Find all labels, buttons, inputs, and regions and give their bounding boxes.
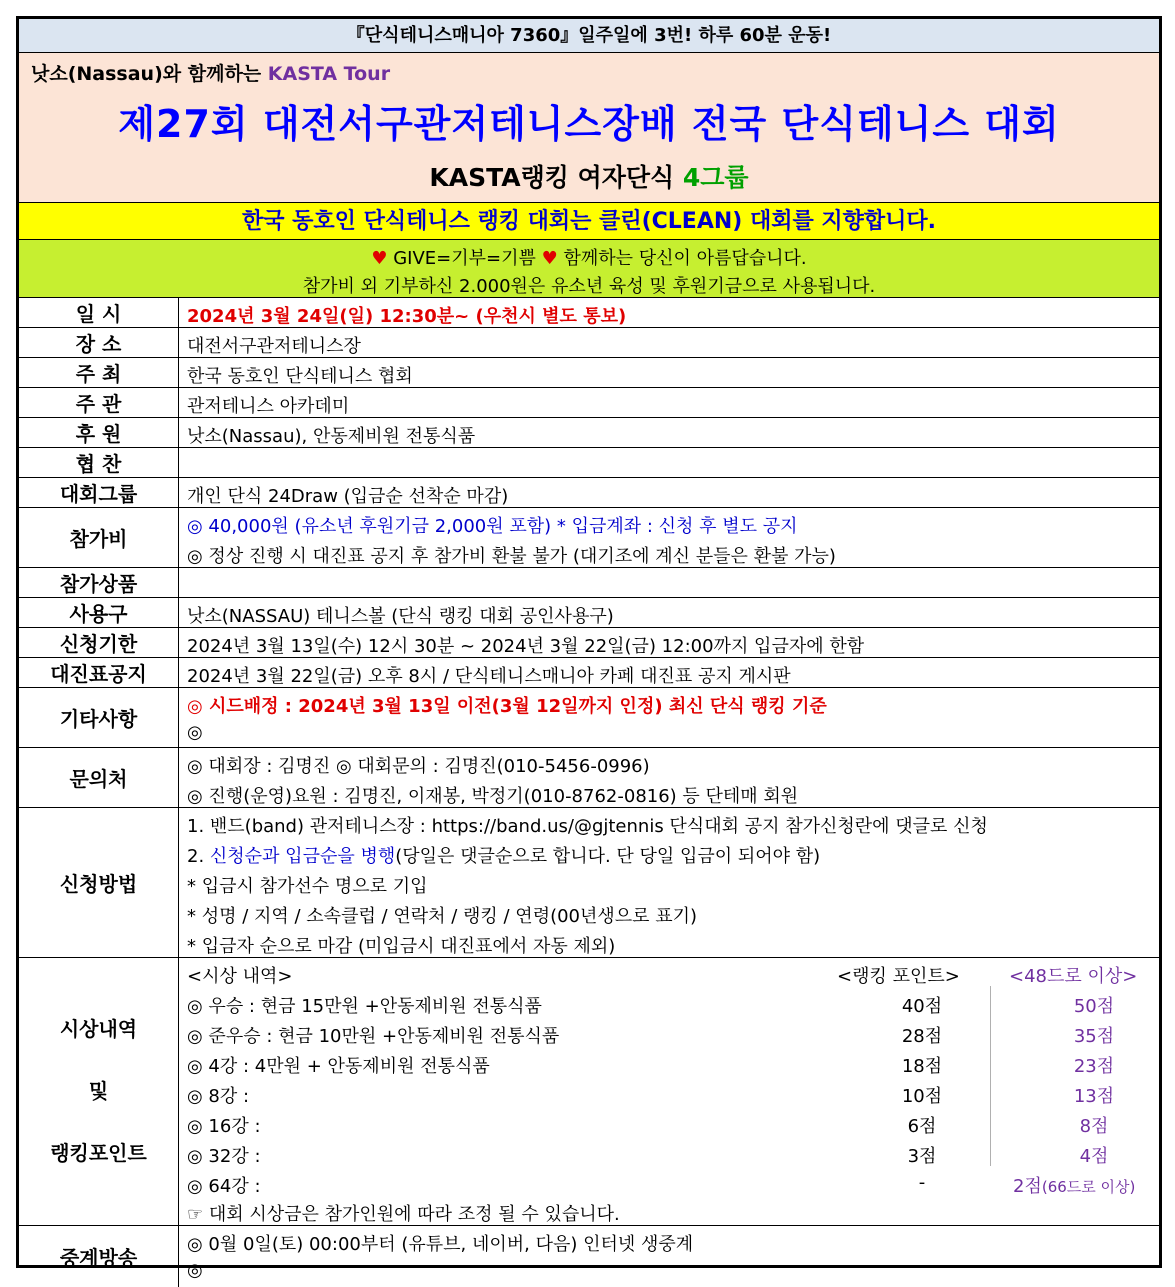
prize-row: ◎ 8강 : [187, 1086, 250, 1107]
date-value: 2024년 3월 24일(일) 12:30분~ (우천시 별도 통보) [187, 306, 627, 327]
kasta-tour-label: KASTA Tour [267, 63, 391, 85]
give-slogan: 함께하는 당신이 아름답습니다. [557, 248, 807, 269]
row-label: 중계방송 [19, 1226, 179, 1287]
row-apply [19, 808, 1159, 958]
awards-label-1: 시상내역 [59, 1017, 138, 1041]
fee-line-1: ◎ 40,000원 (유소년 후원기금 2,000원 포함) * 입금계좌 : 신청 후 별도 공지 [187, 516, 798, 537]
header-subtitle [31, 59, 390, 86]
give-text: GIVE=기부=기쁨 [387, 248, 542, 269]
apply-line-4: * 성명 / 지역 / 소속클럽 / 연락처 / 랭킹 / 연령(00년생으로 표기) [187, 906, 698, 927]
header-section [19, 53, 1159, 203]
top-banner: 『단식테니스매니아 7360』일주일에 3번! 하루 60분 운동! [19, 19, 1159, 53]
apply-line-2-highlight: 신청순과 입금순을 병행 [209, 846, 396, 867]
awards-label-2: 및 [88, 1079, 109, 1103]
point48-value: 2점 [1013, 1176, 1042, 1197]
etc-line-2: ◎ [187, 722, 203, 743]
row-label: 주 관 [19, 388, 179, 417]
awards-table [187, 958, 1155, 1225]
awards-header-mid: <랭킹 포인트> [837, 966, 960, 987]
row-label: 일 시 [19, 298, 179, 327]
page-title: 제27회 대전서구관저테니스장배 전국 단식테니스 대회 [118, 102, 1060, 146]
row-deadline [19, 628, 1159, 658]
point-cell: 40점 [901, 996, 943, 1017]
point48-cell: 8점 [1079, 1116, 1109, 1137]
draw-value: 2024년 3월 22일(금) 오후 8시 / 단식테니스매니아 카페 대진표 공지 게시판 [187, 666, 791, 687]
group-text: KASTA랭킹 여자단식 [429, 163, 683, 192]
group-value: 개인 단식 24Draw (입금순 선착순 마감) [187, 486, 509, 507]
point48-cell: 35점 [1073, 1026, 1115, 1047]
row-etc [19, 688, 1159, 748]
prize-row: ◎ 4강 : 4만원 + 안동제비원 전통식품 [187, 1056, 490, 1077]
row-draw [19, 658, 1159, 688]
row-contact [19, 748, 1159, 808]
awards-divider [990, 986, 991, 1166]
etc-line-1: ◎ 시드배정 : 2024년 3월 13일 이전(3월 12일까지 인정) 최신 단식 랭킹 기준 [187, 696, 827, 717]
give-line-2: 참가비 외 기부하신 2.000원은 유소년 육성 및 후원기금으로 사용됩니다. [302, 276, 876, 297]
sponsor-value: 낫소(Nassau), 안동제비원 전통식품 [187, 426, 476, 447]
contact-line-1: ◎ 대회장 : 김명진 ◎ 대회문의 : 김명진(010-5456-0996) [187, 756, 650, 777]
row-broadcast [19, 1226, 1159, 1287]
heart-icon: ♥ [371, 248, 388, 269]
row-label: 신청방법 [19, 808, 179, 957]
host-value: 한국 동호인 단식테니스 협회 [187, 366, 413, 387]
group-title [19, 158, 1159, 194]
row-label: 참가비 [19, 508, 179, 567]
give-line-1 [19, 244, 1159, 270]
awards-header-right: <48드로 이상> [1009, 966, 1138, 987]
tournament-notice [16, 16, 1162, 1281]
point-cell: 28점 [901, 1026, 943, 1047]
row-label: 후 원 [19, 418, 179, 447]
row-awards [19, 958, 1159, 1226]
awards-label-3: 랭킹포인트 [50, 1141, 147, 1165]
heart-icon: ♥ [541, 248, 558, 269]
point48-cell: 23점 [1073, 1056, 1115, 1077]
row-ball [19, 598, 1159, 628]
point48-note: (66드로 이상) [1041, 1178, 1136, 1196]
row-label: 대회그룹 [19, 478, 179, 507]
point-cell: 18점 [901, 1056, 943, 1077]
apply-line-2-suffix: (당일은 댓글순으로 합니다. 단 당일 입금이 되어야 함) [395, 846, 821, 867]
fee-line-2: ◎ 정상 진행 시 대진표 공지 후 참가비 환불 불가 (대기조에 계신 분들은 환불 가능) [187, 546, 836, 567]
prize-row: ◎ 16강 : [187, 1116, 261, 1137]
clean-banner: 한국 동호인 단식테니스 랭킹 대회는 클린(CLEAN) 대회를 지향합니다. [19, 203, 1159, 240]
row-date [19, 298, 1159, 328]
point48-cell: 50점 [1073, 996, 1115, 1017]
subtitle-text: 낫소(Nassau)와 함께하는 [31, 63, 268, 85]
row-support [19, 448, 1159, 478]
point48-cell: 4점 [1079, 1146, 1109, 1167]
give-banner [19, 240, 1159, 298]
row-label: 신청기한 [19, 628, 179, 657]
organizer-value: 관저테니스 아카데미 [187, 396, 350, 417]
prize-row: ◎ 32강 : [187, 1146, 261, 1167]
contact-line-2: ◎ 진행(운영)요원 : 김명진, 이재봉, 박정기(010-8762-0816) 등 단테매 회원 [187, 786, 799, 807]
row-label: 장 소 [19, 328, 179, 357]
prize-row: ◎ 64강 : [187, 1176, 261, 1197]
group-number: 4그룹 [682, 163, 749, 192]
prize-row: ◎ 우승 : 현금 15만원 +안동제비원 전통식품 [187, 996, 542, 1017]
row-label: 주 최 [19, 358, 179, 387]
venue-value: 대전서구관저테니스장 [187, 336, 361, 357]
apply-line-1: 1. 밴드(band) 관저테니스장 : https://band.us/@gjtennis 단식대회 공지 참가신청란에 댓글로 신청 [187, 816, 988, 837]
apply-line-3: * 입금시 참가선수 명으로 기입 [187, 876, 428, 897]
point48-cell [1013, 1172, 1135, 1198]
awards-header-left: <시상 내역> [187, 966, 293, 987]
row-label: 기타사항 [19, 688, 179, 747]
row-group [19, 478, 1159, 508]
point-cell: - [918, 1172, 926, 1193]
row-fee [19, 508, 1159, 568]
row-label [19, 958, 179, 1225]
apply-line-2-prefix: 2. [187, 846, 210, 867]
row-venue [19, 328, 1159, 358]
row-host [19, 358, 1159, 388]
ball-value: 낫소(NASSAU) 테니스볼 (단식 랭킹 대회 공인사용구) [187, 606, 614, 627]
row-label: 문의처 [19, 748, 179, 807]
row-organizer [19, 388, 1159, 418]
prize-row: ◎ 준우승 : 현금 10만원 +안동제비원 전통식품 [187, 1026, 560, 1047]
point48-cell: 13점 [1073, 1086, 1115, 1107]
row-label: 대진표공지 [19, 658, 179, 687]
point-cell: 10점 [901, 1086, 943, 1107]
point-cell: 6점 [907, 1116, 937, 1137]
broadcast-line-1: ◎ 0월 0일(토) 00:00부터 (유튜브, 네이버, 다음) 인터넷 생중계 [187, 1234, 694, 1255]
awards-footer-note: ☞ 대회 시상금은 참가인원에 따라 조정 될 수 있습니다. [187, 1204, 620, 1225]
broadcast-line-2: ◎ [187, 1260, 203, 1281]
deadline-value: 2024년 3월 13일(수) 12시 30분 ~ 2024년 3월 22일(금) 12:00까지 입금자에 한함 [187, 636, 865, 657]
point-cell: 3점 [907, 1146, 937, 1167]
apply-line-5: * 입금자 순으로 마감 (미입금시 대진표에서 자동 제외) [187, 936, 616, 957]
row-label: 협 찬 [19, 448, 179, 477]
row-sponsor [19, 418, 1159, 448]
row-label: 참가상품 [19, 568, 179, 597]
apply-line-2 [187, 842, 820, 868]
row-gift [19, 568, 1159, 598]
row-label: 사용구 [19, 598, 179, 627]
